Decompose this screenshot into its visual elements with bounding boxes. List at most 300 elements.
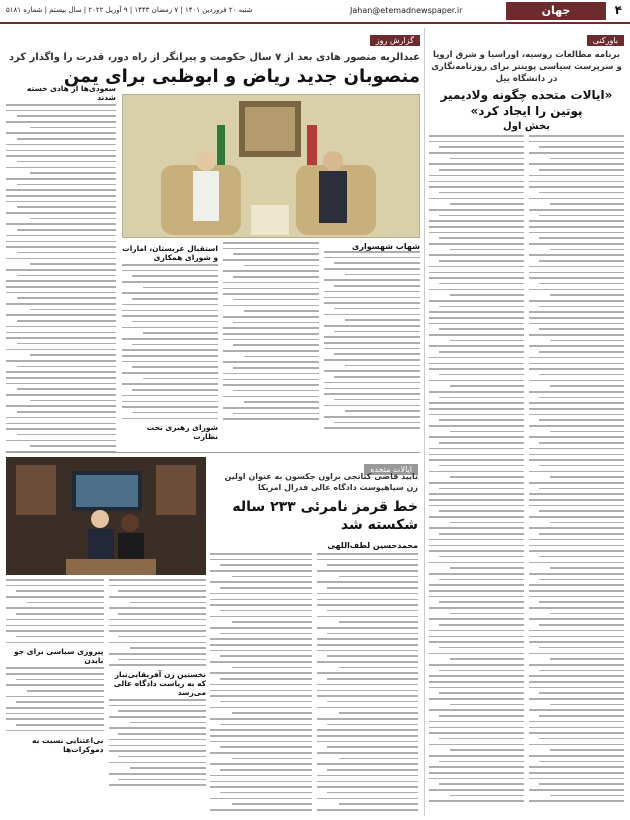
text-line [450,613,524,615]
text-line [439,146,525,148]
text-line [220,564,311,566]
text-line [6,201,116,203]
text-line [429,408,524,410]
text-line [429,653,524,655]
text-line [539,579,625,581]
text-line [327,746,418,748]
text-line [550,431,624,433]
text-line [317,661,419,663]
text-line [550,749,624,751]
text-line [210,684,312,686]
text-line [109,705,207,707]
text-line [6,349,116,351]
text-line [529,436,624,438]
text-line [429,681,524,683]
text-line [30,445,116,447]
text-line [233,390,319,392]
text-line [232,758,311,760]
text-line [539,306,625,308]
text-line [429,380,524,382]
text-line [317,729,419,731]
text-line [109,750,207,752]
text-line [109,619,207,621]
text-line [529,363,624,365]
text-line [450,567,524,569]
text-line [118,779,206,781]
text-line [109,745,207,747]
text-line [130,767,206,769]
text-line [324,336,420,338]
text-line [122,401,218,403]
text-column [6,104,116,453]
text-line [6,696,104,698]
text-line [539,488,625,490]
text-line [16,613,104,615]
text-line [17,320,116,322]
subhead: سعودی‌ها از هادی خسته شدند [26,84,116,102]
text-line [16,590,104,592]
text-line [439,556,525,558]
text-line [429,266,524,268]
text-line [529,539,624,541]
text-line [6,684,104,686]
text-line [529,209,624,211]
text-line [345,410,420,412]
text-line [109,653,207,655]
text-line [550,294,624,296]
text-line [429,562,524,564]
text-line [210,775,312,777]
text-line [317,695,419,697]
text-line [345,319,420,321]
text-line [6,280,116,282]
text-line [6,212,116,214]
text-line [450,476,524,478]
text-line [334,422,420,424]
text-line [324,342,420,344]
text-line [529,527,624,529]
text-line [317,627,419,629]
text-line [6,730,104,732]
text-line [439,306,525,308]
text-line [439,237,525,239]
text-line [429,800,524,802]
text-line [539,465,625,467]
text-line [109,607,207,609]
text-line [550,567,624,569]
text-line [122,304,218,306]
text-line [6,405,116,407]
text-line [529,391,624,393]
text-line [244,265,319,267]
text-line [429,317,524,319]
text-line [429,425,524,427]
text-line [122,383,218,385]
text-line [529,317,624,319]
text-line [529,289,624,291]
text-line [439,169,525,171]
text-line [429,220,524,222]
text-line [529,641,624,643]
text-line [223,282,319,284]
text-line [529,414,624,416]
text-line [317,775,419,777]
text-line [429,721,524,723]
text-line [233,299,319,301]
text-line [17,366,116,368]
text-line [550,704,624,706]
text-line [6,707,104,709]
text-line [429,732,524,734]
text-line [429,727,524,729]
text-line [16,636,104,638]
text-line [327,633,418,635]
text-line [334,399,420,401]
text-line [429,209,524,211]
text-line [17,206,116,208]
text-line [210,644,312,646]
text-line [223,361,319,363]
text-line [30,400,116,402]
text-line [429,789,524,791]
text-line [429,254,524,256]
text-line [6,326,116,328]
text-line [324,302,420,304]
text-line [429,300,524,302]
text-line [6,167,116,169]
text-line [6,428,116,430]
text-line [539,510,625,512]
text-line [143,378,218,380]
text-line [223,242,319,244]
text-line [324,325,420,327]
text-line [143,332,218,334]
text-line [429,471,524,473]
text-line [223,396,319,398]
lower-title: خط قرمز نامرئی ۲۳۳ ساله شکسته شد [232,499,418,533]
text-line [429,181,524,183]
text-line [27,602,103,604]
text-line [324,291,420,293]
text-line [439,670,525,672]
text-line [339,667,418,669]
text-line [429,226,524,228]
text-line [317,763,419,765]
text-line [244,401,319,403]
text-line [429,590,524,592]
text-line [223,384,319,386]
text-line [210,627,312,629]
text-line [109,664,207,666]
text-line [6,579,104,581]
text-line [6,673,104,675]
text-line [317,735,419,737]
article-kicker: برنامه مطالعات روسیه، اوراسیا و شرق اروپا و سرپرست سیاسی پوینتر برای روزنامه‌نگاری در دانشگاه ییل [431,50,622,84]
text-line [317,638,419,640]
text-line [233,276,319,278]
text-line [529,181,624,183]
main-article [6,28,420,448]
text-line [233,413,319,415]
text-line [539,169,625,171]
text-line [429,584,524,586]
text-line [539,761,625,763]
text-line [529,163,624,165]
text-line [220,610,311,612]
text-line [109,739,207,741]
text-line [210,593,312,595]
text-line [550,613,624,615]
text-line [6,178,116,180]
article-body [429,135,624,806]
text-line [109,727,207,729]
text-line [244,356,319,358]
text-line [6,292,116,294]
text-line [6,585,104,587]
text-line [327,678,418,680]
text-line [6,607,104,609]
text-line [223,248,319,250]
text-line [529,345,624,347]
text-line [324,388,420,390]
text-line [210,604,312,606]
text-line [429,163,524,165]
text-line [27,690,103,692]
text-line [223,333,319,335]
text-line [429,772,524,774]
text-line [324,416,420,418]
text-line [429,596,524,598]
text-line [109,716,207,718]
text-column [109,579,207,666]
text-line [429,664,524,666]
text-line [317,786,419,788]
text-line [317,616,419,618]
text-line [210,798,312,800]
text-line [429,766,524,768]
text-line [317,593,419,595]
text-line [429,516,524,518]
text-line [109,642,207,644]
text-line [450,385,524,387]
text-line [529,323,624,325]
text-line [529,448,624,450]
text-line [132,412,218,414]
text-line [6,625,104,627]
text-line [529,232,624,234]
text-line [439,488,525,490]
text-line [210,763,312,765]
text-line [6,189,116,191]
text-line [529,277,624,279]
text-line [317,741,419,743]
text-line [529,584,624,586]
text-line [327,701,418,703]
text-line [118,710,206,712]
text-line [439,442,525,444]
text-line [529,425,624,427]
text-line [210,559,312,561]
text-line [429,527,524,529]
section-label: جهان [506,2,606,20]
text-line [529,778,624,780]
text-line [6,337,116,339]
text-line [317,672,419,674]
text-line [429,454,524,456]
text-line [122,349,218,351]
text-line [429,687,524,689]
text-line [17,184,116,186]
text-line [6,132,116,134]
text-line [109,585,207,587]
text-line [450,340,524,342]
text-line [122,264,218,266]
text-line [339,758,418,760]
text-line [223,316,319,318]
text-line [210,809,312,811]
text-line [529,499,624,501]
text-line [539,146,625,148]
text-line [210,616,312,618]
text-line [429,505,524,507]
text-line [429,636,524,638]
text-line [429,345,524,347]
text-line [529,630,624,632]
text-line [317,752,419,754]
text-line [6,619,104,621]
text-line [334,262,420,264]
text-line [539,237,625,239]
text-line [339,576,418,578]
text-line [324,314,420,316]
text-line [109,784,207,786]
text-line [6,110,116,112]
text-line [529,272,624,274]
text-line [220,724,311,726]
text-line [109,773,207,775]
subhead: شورای رهبری تحت نظارت [146,423,218,442]
text-line [439,647,525,649]
text-line [210,718,312,720]
text-line [324,251,420,253]
text-line [132,275,218,277]
text-line [317,570,419,572]
text-line [6,269,116,271]
website-email[interactable]: Jahan@etemadnewspaper.ir [350,6,463,15]
text-line [429,289,524,291]
text-line [122,406,218,408]
text-line [529,300,624,302]
text-line [6,394,116,396]
text-line [6,246,116,248]
text-column [429,135,524,806]
text-column [223,242,319,420]
text-line [6,642,104,644]
text-line [429,448,524,450]
text-line [450,431,524,433]
text-line [450,704,524,706]
text-line [122,315,218,317]
text-line [17,115,116,117]
text-line [132,366,218,368]
text-line [429,323,524,325]
text-line [324,382,420,384]
text-line [529,516,624,518]
text-line [16,701,104,703]
text-line [17,229,116,231]
text-line [232,576,311,578]
text-line [317,604,419,606]
text-line [6,423,116,425]
text-line [122,338,218,340]
text-line [30,309,116,311]
text-line [122,270,218,272]
text-line [223,350,319,352]
text-line [429,778,524,780]
text-line [6,713,104,715]
text-line [429,630,524,632]
text-line [223,379,319,381]
dateline: شنبه ۲۰ فروردین ۱۴۰۱ | ۷ رمضان ۱۴۴۳ | ۹ آوریل ۲۰۲۲ | سال بیستم | شماره ۵۱۸۱ [6,6,253,14]
text-line [450,522,524,524]
text-line [6,150,116,152]
text-line [429,493,524,495]
text-line [324,348,420,350]
text-line [550,522,624,524]
text-line [529,141,624,143]
text-line [439,715,525,717]
text-line [529,550,624,552]
text-line [220,746,311,748]
text-line [529,357,624,359]
text-line [6,440,116,442]
text-line [6,104,116,106]
text-line [6,155,116,157]
text-line [429,539,524,541]
text-line [429,175,524,177]
text-line [30,354,116,356]
text-line [439,510,525,512]
text-line [220,792,311,794]
section-tag: ایالات متحده [364,464,418,475]
text-line [327,792,418,794]
text-line [429,186,524,188]
text-line [529,152,624,154]
main-kicker: عبدالربه منصور هادی بعد از ۷ سال حکومت و پیرانگر از راه دور، قدرت را واگذار کرد [8,52,420,63]
text-line [529,681,624,683]
text-line [339,712,418,714]
text-line [232,621,311,623]
lower-article [6,452,420,816]
byline: شهاب شهسواری [352,242,420,251]
text-line [550,340,624,342]
text-line [210,735,312,737]
text-line [529,766,624,768]
subhead: پیروزی سیاسی برای جو بایدن [14,647,104,666]
text-line [122,327,218,329]
text-line [6,371,116,373]
text-line [317,707,419,709]
lower-kicker: تایید قاضی کتانجی براون جکسون به عنوان اولین زن سیاهپوست دادگاه عالی فدرال امریکا [224,472,418,492]
text-line [6,596,104,598]
text-line [210,661,312,663]
text-line [429,550,524,552]
text-line [317,718,419,720]
text-line [132,321,218,323]
text-line [539,670,625,672]
text-line [6,303,116,305]
text-line [223,418,319,420]
